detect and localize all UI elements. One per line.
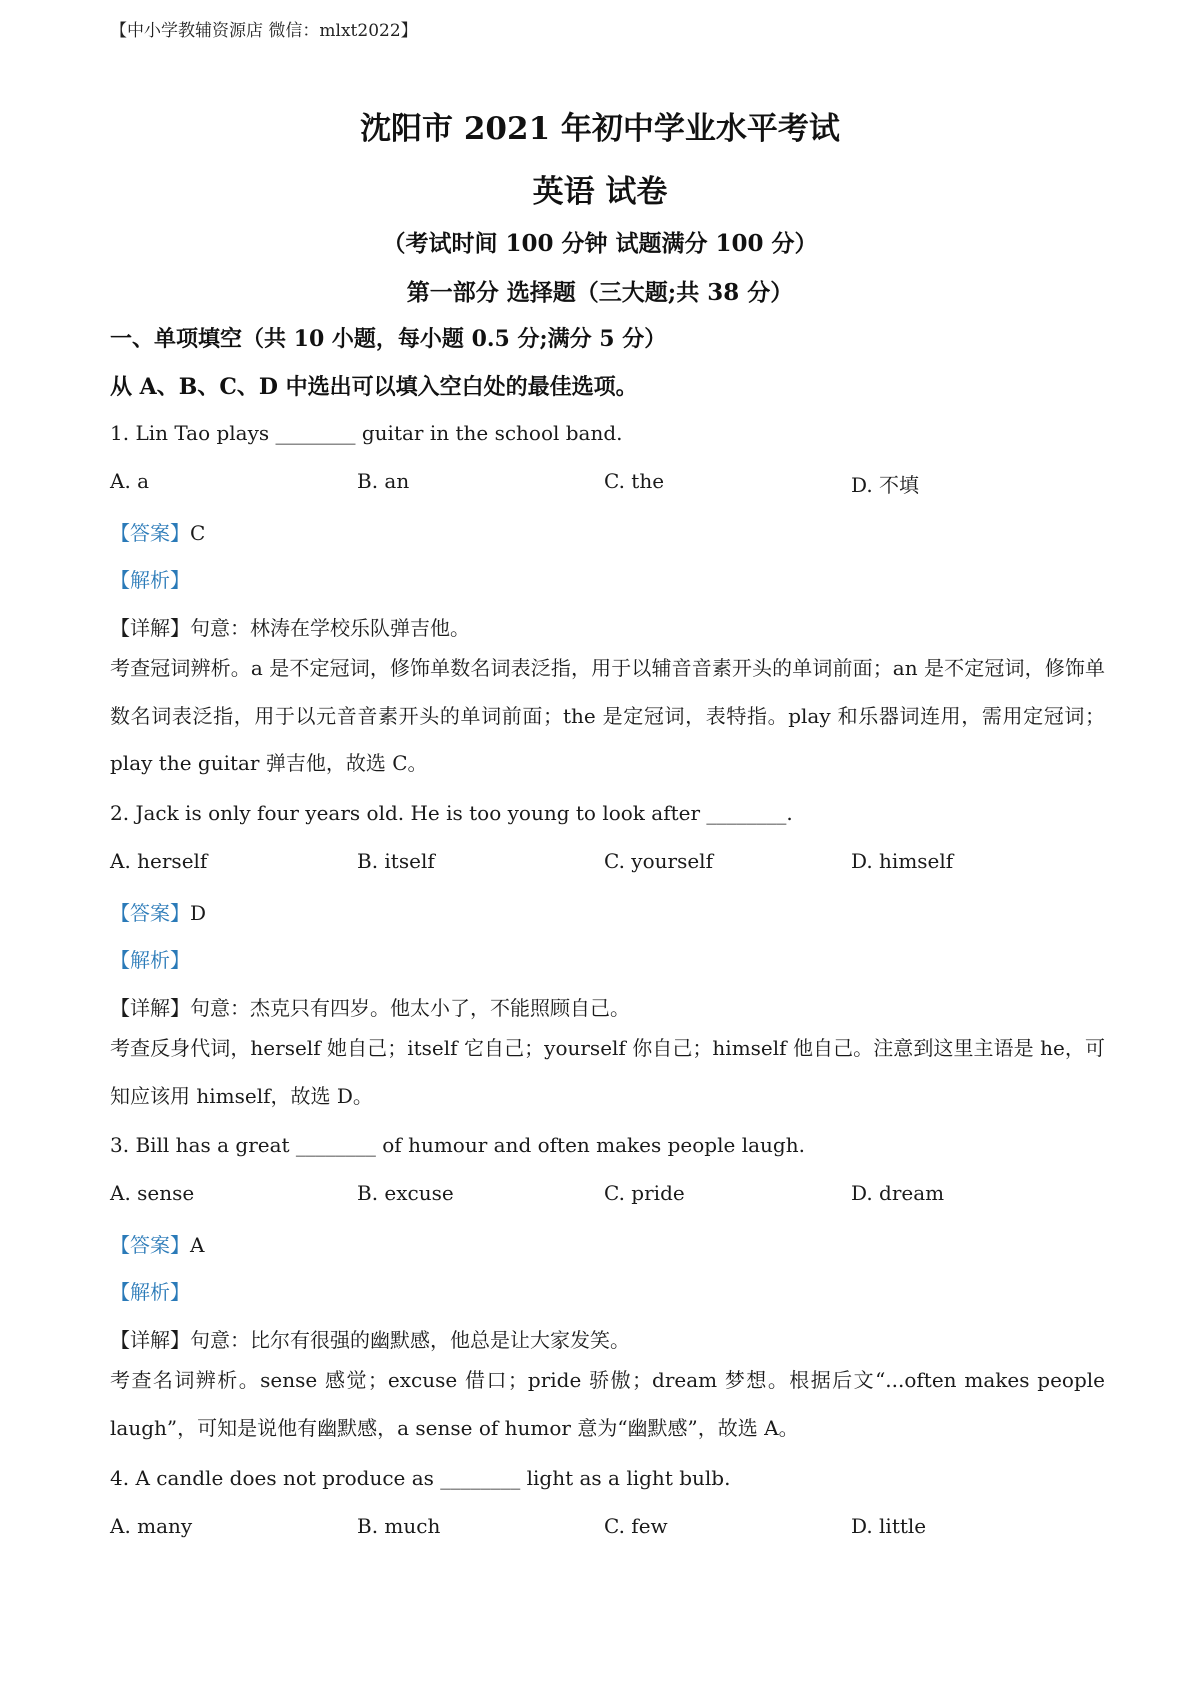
option-a: A. herself [110, 849, 208, 873]
option-d: D. himself [851, 849, 954, 873]
question-stem: 3. Bill has a great ________ of humour and often makes people laugh. [110, 1133, 805, 1157]
option-a: A. many [110, 1514, 193, 1538]
option-d: D. little [851, 1514, 927, 1538]
exam-info: （考试时间 100 分钟 试题满分 100 分） [382, 230, 818, 257]
part-title: 第一部分 选择题（三大题;共 38 分） [406, 279, 794, 306]
section-title: 一、单项填空（共 10 小题，每小题 0.5 分;满分 5 分） [110, 326, 667, 352]
explanation-paragraph: 考查冠词辨析。a 是不定冠词，修饰单数名词表泛指，用于以辅音音素开头的单词前面；an 是不定冠词，修饰单数名词表泛指，用于以元音音素开头的单词前面；the 是定冠词，表特指。play 和乐器词连用，需用定冠词；play the guitar 弹吉他，故选 C。 [110, 656, 1105, 775]
analysis-label: 【解析】 [110, 1280, 190, 1304]
exam-subtitle: 英语 试卷 [532, 174, 668, 210]
question-stem: 4. A candle does not produce as ________ light as a light bulb. [110, 1466, 731, 1490]
exam-title: 沈阳市 2021 年初中学业水平考试 [360, 111, 840, 147]
answer-line [110, 897, 206, 926]
option-b: B. an [357, 469, 410, 493]
detail-line: 【详解】句意：杰克只有四岁。他太小了，不能照顾自己。 [110, 996, 630, 1020]
option-c: C. the [604, 469, 665, 493]
question-stem: 1. Lin Tao plays ________ guitar in the school band. [110, 421, 623, 445]
analysis-label: 【解析】 [110, 568, 190, 592]
option-b: B. itself [357, 849, 435, 873]
answer-label: 【答案】 [110, 521, 190, 545]
instruction: 从 A、B、C、D 中选出可以填入空白处的最佳选项。 [110, 374, 638, 400]
answer-value: C [190, 521, 206, 545]
option-b: B. excuse [357, 1181, 454, 1205]
explanation-paragraph: 考查名词辨析。sense 感觉；excuse 借口；pride 骄傲；dream 梦想。根据后文“...often makes people laugh”，可知是说他有幽默感，a sense of humor 意为“幽默感”，故选 A。 [110, 1368, 1105, 1440]
option-a: A. sense [110, 1181, 195, 1205]
answer-line [110, 1229, 204, 1258]
explanation-paragraph: 考查反身代词，herself 她自己；itself 它自己；yourself 你自己；himself 他自己。注意到这里主语是 he，可知应该用 himself，故选 D。 [110, 1036, 1105, 1108]
header-note: 【中小学教辅资源店 微信：mlxt2022】 [110, 21, 418, 41]
answer-value: D [190, 901, 207, 925]
option-c: C. pride [604, 1181, 685, 1205]
answer-label: 【答案】 [110, 901, 190, 925]
detail-line: 【详解】句意：林涛在学校乐队弹吉他。 [110, 616, 470, 640]
option-c: C. few [604, 1514, 668, 1538]
answer-label: 【答案】 [110, 1233, 190, 1257]
answer-value: A [190, 1233, 205, 1257]
analysis-label: 【解析】 [110, 948, 190, 972]
option-d: D. dream [851, 1181, 945, 1205]
detail-line: 【详解】句意：比尔有很强的幽默感，他总是让大家发笑。 [110, 1328, 630, 1352]
option-b: B. much [357, 1514, 441, 1538]
option-a: A. a [110, 469, 150, 493]
question-stem: 2. Jack is only four years old. He is too young to look after ________. [110, 801, 793, 825]
option-c: C. yourself [604, 849, 713, 873]
option-d: D. 不填 [851, 473, 920, 497]
answer-line [110, 517, 205, 546]
